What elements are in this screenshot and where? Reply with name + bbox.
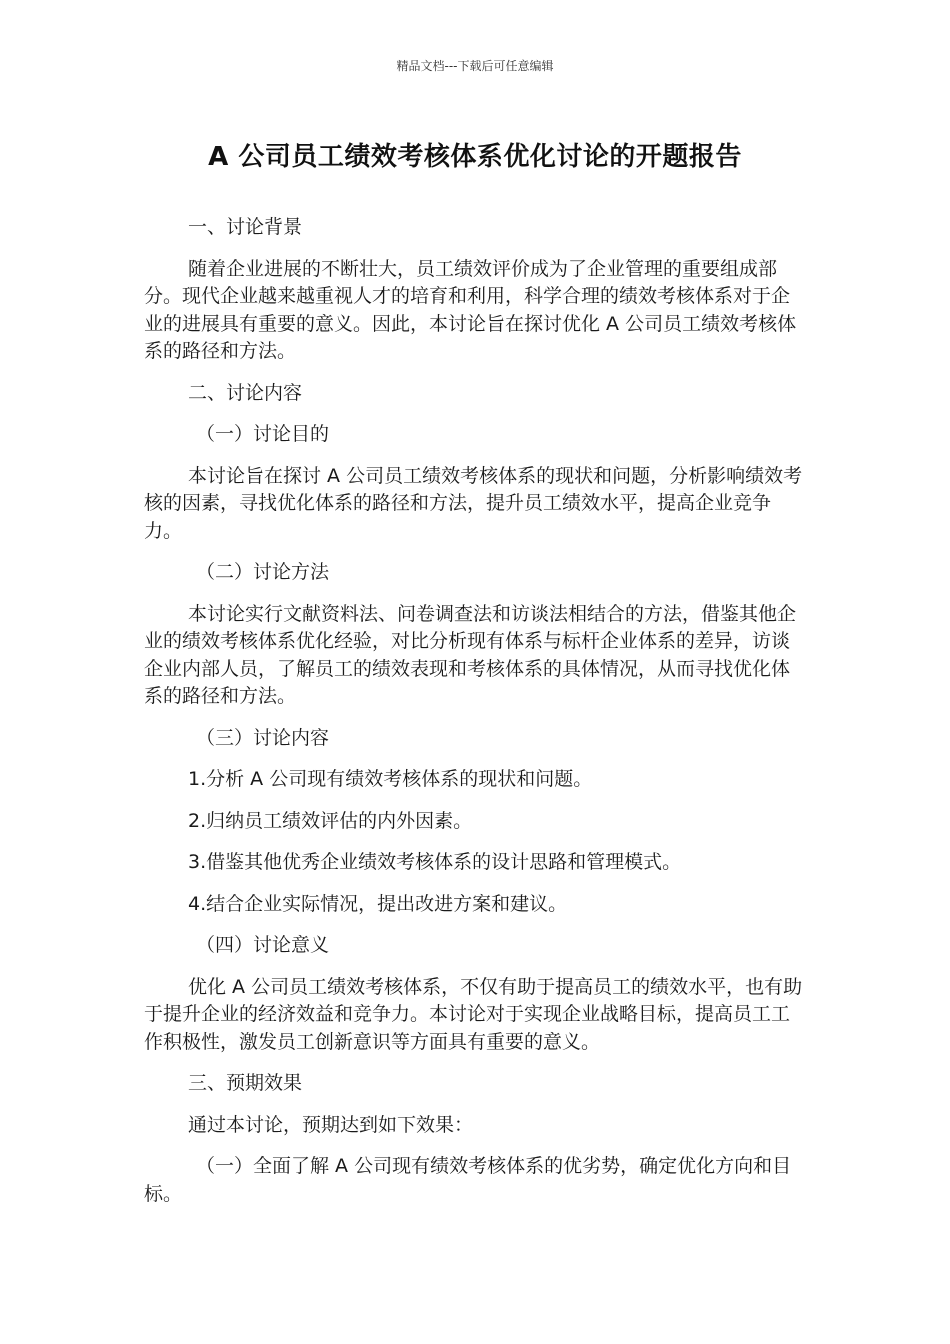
paragraph-expected-intro: 通过本讨论，预期达到如下效果： [188, 1113, 474, 1136]
section-heading-background: 一、讨论背景 [188, 216, 303, 238]
section-heading-content: 二、讨论内容 [188, 381, 303, 404]
list-item-4: 4.结合企业实际情况，提出改进方案和建议。 [188, 892, 568, 915]
list-item-1: 1.分析 A 公司现有绩效考核体系的现状和问题。 [188, 768, 593, 790]
list-item-3: 3.借鉴其他优秀企业绩效考核体系的设计思路和管理模式。 [188, 851, 682, 873]
subheading-content: （三）讨论内容 [196, 726, 330, 749]
subheading-method: （二）讨论方法 [196, 561, 330, 583]
paragraph-background: 随着企业进展的不断壮大，员工绩效评价成为了企业管理的重要组成部分。现代企业越来越重视人才的培育和利用，科学合理的绩效考核体系对于企业的进展具有重要的意义。因此，本讨论旨在探讨优化 A 公司员工绩效考核体系的路径和方法。 [144, 257, 797, 362]
paragraph-expected-effect-1: （一）全面了解 A 公司现有绩效考核体系的优劣势，确定优化方向和目标。 [144, 1155, 792, 1205]
section-heading-expected-effect: 三、预期效果 [188, 1072, 303, 1094]
paragraph-significance: 优化 A 公司员工绩效考核体系，不仅有助于提高员工的绩效水平，也有助于提升企业的经济效益和竞争力。本讨论对于实现企业战略目标，提高员工工作积极性，激发员工创新意识等方面具有重要的意义。 [144, 975, 803, 1053]
paragraph-method: 本讨论实行文献资料法、问卷调查法和访谈法相结合的方法，借鉴其他企业的绩效考核体系优化经验，对比分析现有体系与标杆企业体系的差异，访谈企业内部人员，了解员工的绩效表现和考核体系的具体情况，从而寻找优化体系的路径和方法。 [144, 602, 797, 707]
page-header: 精品文档---下载后可任意编辑 [396, 59, 554, 73]
list-item-2: 2.归纳员工绩效评估的内外因素。 [188, 809, 473, 832]
subheading-purpose: （一）讨论目的 [196, 423, 330, 445]
paragraph-purpose: 本讨论旨在探讨 A 公司员工绩效考核体系的现状和问题，分析影响绩效考核的因素，寻找优化体系的路径和方法，提升员工绩效水平，提高企业竞争力。 [144, 464, 803, 542]
subheading-significance: （四）讨论意义 [196, 934, 330, 956]
document-body [144, 214, 804, 1222]
document-title: A 公司员工绩效考核体系优化讨论的开题报告 [208, 142, 742, 172]
